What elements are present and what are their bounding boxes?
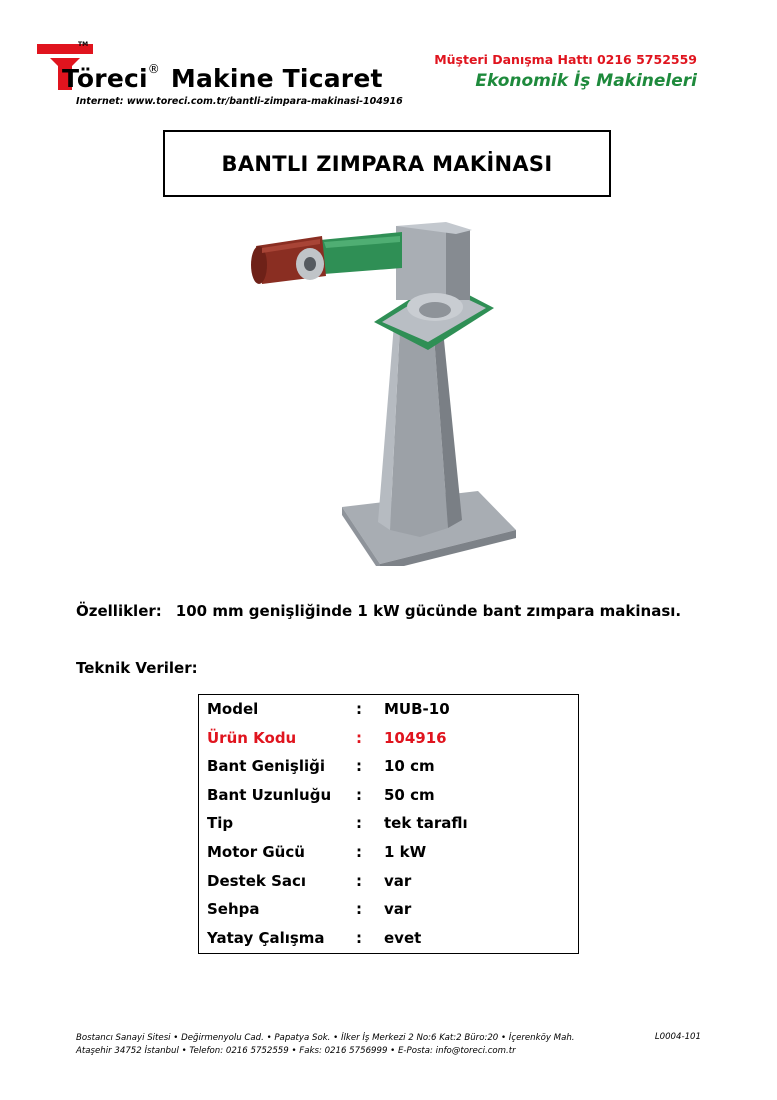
product-image [250, 212, 520, 566]
spec-separator: : [356, 728, 362, 747]
spec-row [199, 840, 578, 869]
spec-separator: : [356, 700, 362, 718]
spec-key: Ürün Kodu [207, 728, 297, 747]
spec-row [199, 754, 578, 783]
spec-separator: : [356, 757, 362, 776]
technical-data-heading: Teknik Veriler: [76, 659, 198, 677]
spec-separator: : [356, 814, 362, 833]
document-number: L0004-101 [654, 1032, 701, 1042]
spec-value: var [384, 900, 412, 919]
spec-value: MUB-10 [384, 700, 450, 718]
spec-key: Yatay Çalışma [207, 928, 325, 947]
customer-hotline: Müşteri Danışma Hattı 0216 5752559 [434, 52, 697, 67]
spec-value: 10 cm [384, 757, 435, 776]
footer-line-1: Bostancı Sanayi Sitesi • Değirmenyolu Cad. • Papatya Sok. • İlker İş Merkezi 2 No:6 Kat:2 Büro:20 • İçerenköy Mah. [76, 1033, 575, 1043]
spec-row [199, 897, 578, 926]
spec-value: 50 cm [384, 785, 435, 804]
footer-address [76, 1032, 575, 1058]
spec-key: Bant Genişliği [207, 757, 326, 776]
spec-value: 1 kW [384, 842, 427, 861]
company-tagline: Ekonomik İş Makineleri [475, 71, 697, 91]
spec-row [199, 811, 578, 840]
features-text: 100 mm genişliğinde 1 kW gücünde bant zımpara makinası. [175, 602, 682, 620]
spec-key: Motor Gücü [207, 842, 305, 861]
spec-separator: : [356, 842, 362, 861]
trademark-mark: TM [78, 41, 89, 48]
footer-line-2: Ataşehir 34752 İstanbul • Telefon: 0216 5752559 • Faks: 0216 5756999 • E-Posta: info@toreci.com.tr [76, 1046, 516, 1056]
internet-link[interactable]: Internet: www.toreci.com.tr/bantli-zimpara-makinasi-104916 [76, 96, 403, 107]
spec-separator: : [356, 785, 362, 804]
spec-value: var [384, 871, 412, 890]
spec-separator: : [356, 900, 362, 919]
spec-key: Destek Sacı [207, 871, 307, 890]
spec-table [198, 694, 579, 954]
spec-row [199, 926, 578, 955]
company-name: Töreci® Makine Ticaret [62, 62, 383, 93]
spec-row [199, 783, 578, 812]
page-title: BANTLI ZIMPARA MAKİNASI [163, 130, 611, 197]
features-label: Özellikler: [76, 602, 162, 620]
spec-key: Bant Uzunluğu [207, 785, 332, 804]
spec-row-product-code [199, 726, 578, 755]
spec-key: Tip [207, 814, 234, 833]
spec-separator: : [356, 928, 362, 947]
spec-value: tek taraflı [384, 814, 468, 833]
features-line [76, 602, 681, 620]
spec-value: 104916 [384, 728, 447, 747]
spec-value: evet [384, 928, 422, 947]
spec-key: Sehpa [207, 900, 260, 919]
spec-separator: : [356, 871, 362, 890]
spec-key: Model [207, 700, 259, 718]
spec-row [199, 697, 578, 726]
spec-row [199, 869, 578, 898]
